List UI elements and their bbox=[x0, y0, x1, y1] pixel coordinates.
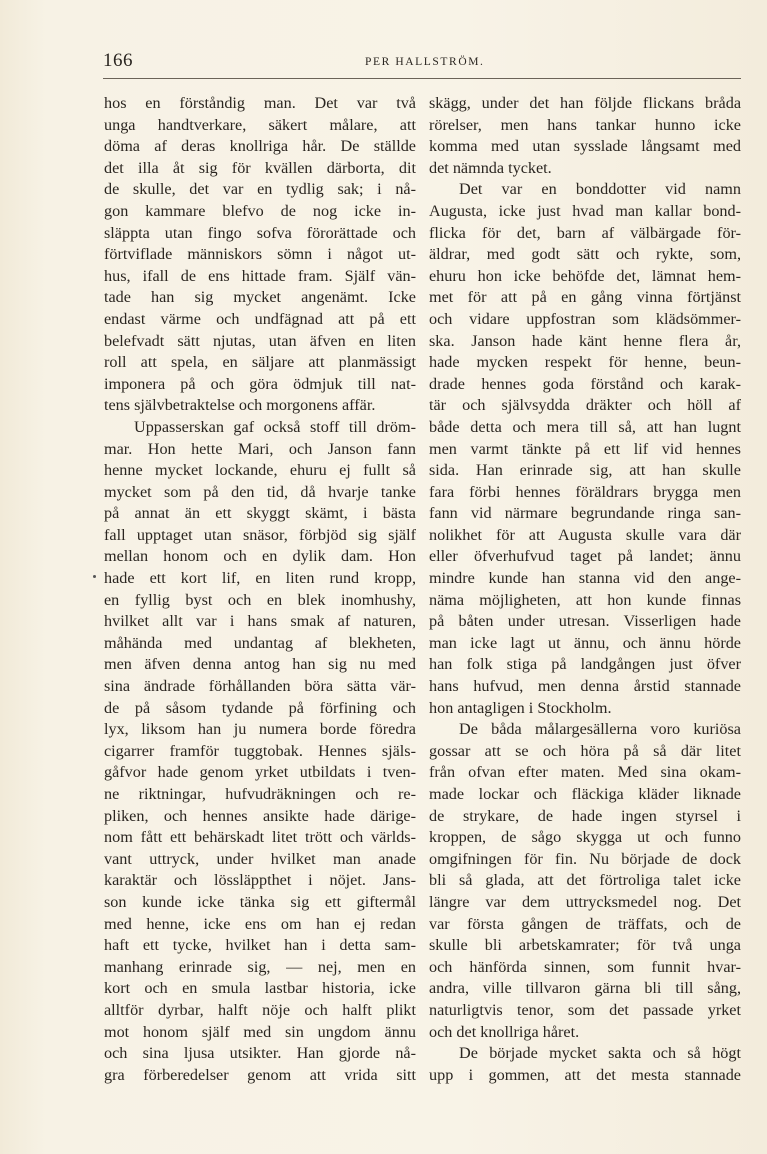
text-line: mar. Hon hette Mari, och Janson fann bbox=[104, 439, 416, 458]
text-line: gossar att se och höra på så där litet bbox=[429, 741, 741, 760]
page-number: 166 bbox=[103, 50, 133, 71]
text-line: mycket som på den tid, då hvarje tanke bbox=[104, 482, 416, 501]
text-line: kroppen, de sågo skygga ut och funno bbox=[429, 828, 741, 847]
text-line: De började mycket sakta och så högt bbox=[459, 1044, 741, 1063]
text-line: andra, ville tillvaron gärna bli till sång, bbox=[429, 979, 741, 998]
text-line: ehuru hon icke behöfde det, lämnat hem- bbox=[429, 266, 741, 285]
text-line: nolikhet för att Augusta skulle vara där bbox=[429, 525, 741, 544]
text-line: släppta utan fingo sofva förorättade och bbox=[104, 223, 416, 242]
text-line: alltför dyrbar, halft nöje och halft plikt bbox=[104, 1000, 416, 1019]
text-line: skägg, under det han följde flickans bråda bbox=[429, 94, 741, 112]
text-line: haft ett tycke, hvilket han i detta sam- bbox=[104, 936, 416, 955]
text-line: met för att på en gång vinna förtjänst bbox=[429, 288, 741, 307]
text-line: de på såsom tydande på förfining och bbox=[104, 698, 416, 717]
page-header bbox=[103, 50, 741, 80]
text-line: Augusta, icke just hvad man kallar bond- bbox=[429, 201, 741, 220]
text-line: det illa åt sig för kvällen därborta, dit bbox=[104, 158, 416, 177]
text-line: fall upptaget utan snäsor, förbjöd sig själf bbox=[104, 525, 416, 544]
text-line: tade han sig mycket angenämt. Icke bbox=[104, 288, 416, 307]
text-line: hon antagligen i Stockholm. bbox=[429, 698, 612, 717]
text-line: kort och en smula lastbar historia, icke bbox=[104, 979, 416, 998]
text-line: nom fått ett behärskadt litet trött och världs- bbox=[104, 828, 416, 847]
text-line: mot honom själf med sin ungdom ännu bbox=[104, 1022, 416, 1041]
text-line: han folk stiga på landgången just öfver bbox=[429, 655, 741, 674]
text-line: både detta och mera till så, att han lugnt bbox=[429, 417, 741, 436]
text-line: sina ändrade förhållanden böra sätta vär- bbox=[104, 677, 416, 696]
text-line: Det var en bonddotter vid namn bbox=[459, 180, 741, 199]
text-line: en fyllig byst och en blek inomhushy, bbox=[104, 590, 416, 609]
text-line: mellan honom och en dylik dam. Hon bbox=[104, 547, 416, 566]
text-line: unga handtverkare, säkert målare, att bbox=[104, 115, 416, 134]
text-line: man icke lagt ut ännu, och ännu hörde bbox=[429, 633, 741, 652]
text-line: hus, ifall de ens hittade fram. Själf vän- bbox=[104, 266, 416, 285]
text-line: tär och självsydda dräkter och höll af bbox=[429, 396, 741, 415]
text-line: de strykare, de hade ingen styrsel i bbox=[429, 806, 741, 825]
text-line: made lockar och fläckiga kläder liknade bbox=[429, 785, 741, 803]
text-line: omgifningen för fin. Nu började de dock bbox=[429, 849, 741, 868]
text-line: med henne, icke ens om han ej redan bbox=[104, 914, 416, 933]
text-line: skulle bli arbetskamrater; för två unga bbox=[429, 936, 741, 955]
text-line: det nämnda tycket. bbox=[429, 158, 552, 177]
text-line: belefvadt sätt njutas, utan äfven en liten bbox=[104, 331, 416, 350]
text-line: från ofvan efter maten. Med sina okam- bbox=[429, 763, 741, 782]
text-line: upp i gommen, att det mesta stannade bbox=[429, 1065, 741, 1084]
text-line: roll att spela, en säljare att planmässigt bbox=[104, 353, 416, 372]
text-line: gåfvor hade genom yrket utbildats i tven- bbox=[104, 763, 416, 782]
text-line: gon kammare blefvo de nog icke in- bbox=[104, 201, 416, 220]
text-line: gra förberedelser genom att vrida sitt bbox=[104, 1065, 416, 1084]
text-line: men äfven denna antog han sig nu med bbox=[104, 655, 416, 674]
text-line: förtviflade människors sömn i något ut- bbox=[104, 245, 416, 264]
text-line: drade hennes goda förstånd och karak- bbox=[429, 374, 741, 393]
text-line: cigarrer framför tuggtobak. Hennes själs- bbox=[104, 741, 416, 760]
left-column bbox=[104, 93, 416, 1086]
text-line: och sina ljusa utsikter. Han gjorde nå- bbox=[104, 1044, 416, 1063]
text-line: näma möjligheten, att hon kunde finnas bbox=[429, 590, 741, 609]
text-line: hvilket allt var i hans smak af naturen, bbox=[104, 612, 416, 631]
text-line: hade mycken respekt för henne, beun- bbox=[429, 353, 741, 372]
text-line: hade ett kort lif, en liten rund kropp, bbox=[104, 569, 416, 588]
text-line: manhang erinrade sig, — nej, men en bbox=[104, 957, 416, 976]
text-line: och vidare uppfostran som klädsömmer- bbox=[429, 309, 741, 328]
text-line: de skulle, det var en tydlig sak; i nå- bbox=[104, 180, 416, 199]
text-line: fara förbi hennes föräldrars brygga men bbox=[429, 482, 741, 501]
text-line: komma med utan sysslade långsamt med bbox=[429, 137, 741, 156]
text-line: äldrar, med godt sätt och rykte, som, bbox=[429, 245, 741, 264]
text-line: son kunde icke tänka sig ett giftermål bbox=[104, 892, 416, 911]
text-line: lyx, liksom han ju numera borde föredra bbox=[104, 720, 416, 739]
text-line: sida. Han erinrade sig, att han skulle bbox=[429, 461, 741, 480]
stray-print-mark bbox=[93, 575, 96, 578]
text-line: Uppasserskan gaf också stoff till dröm- bbox=[134, 417, 416, 436]
text-line: karaktär och lössläppthet i nöjet. Jans- bbox=[104, 871, 416, 890]
text-line: tens självbetraktelse och morgonens affär. bbox=[104, 396, 376, 415]
text-line: på båten under utresan. Visserligen hade bbox=[429, 612, 741, 631]
text-line: vant uttryck, under hvilket man anade bbox=[104, 849, 416, 868]
text-line: måhända med undantag af blekheten, bbox=[104, 633, 416, 652]
header-rule bbox=[103, 78, 741, 79]
text-line: ska. Janson hade känt henne flera år, bbox=[429, 331, 741, 350]
text-line: på annat än ett skyggt skämt, i bästa bbox=[104, 504, 416, 523]
text-line: bli så glada, att det förtroliga talet icke bbox=[429, 871, 741, 890]
text-line: naturligtvis tenor, som det passade yrket bbox=[429, 1000, 741, 1019]
text-line: mindre kunde han stanna vid den ange- bbox=[429, 569, 741, 588]
text-line: De båda målargesällerna voro kuriösa bbox=[459, 720, 741, 739]
text-line: och det knollriga håret. bbox=[429, 1022, 580, 1041]
text-line: ne riktningar, hufvudräkningen och re- bbox=[104, 785, 416, 803]
text-line: hans hufvud, men denna årstid stannade bbox=[429, 677, 741, 696]
text-line: imponera på och göra ödmjuk till nat- bbox=[104, 374, 416, 393]
text-line: rörelser, men hans tankar hunno icke bbox=[429, 115, 741, 134]
text-line: eller öfverhufvud taget på landet; ännu bbox=[429, 547, 741, 566]
text-line: men varmt tänkte på ett lif vid hennes bbox=[429, 439, 741, 458]
text-line: hos en förståndig man. Det var två bbox=[104, 94, 416, 112]
text-line: längre var dem uttrycksmedel nog. Det bbox=[429, 892, 741, 911]
running-head: PER HALLSTRÖM. bbox=[365, 56, 485, 68]
text-line: endast värme och undfägnad att på ett bbox=[104, 309, 416, 328]
text-line: och hänförda sinnen, som funnit hvar- bbox=[429, 957, 741, 976]
text-line: henne mycket lockande, ehuru ej fullt så bbox=[104, 461, 416, 480]
text-line: döma af deras knollriga hår. De ställde bbox=[104, 137, 416, 156]
text-line: flicka för det, barn af välbärgade för- bbox=[429, 223, 741, 242]
text-line: var första gången de träffats, och de bbox=[429, 914, 741, 933]
text-line: pliken, och hennes ansikte hade därige- bbox=[104, 806, 416, 825]
right-column bbox=[429, 93, 741, 1086]
text-line: fann vid närmare begrundande ringa san- bbox=[429, 504, 741, 523]
